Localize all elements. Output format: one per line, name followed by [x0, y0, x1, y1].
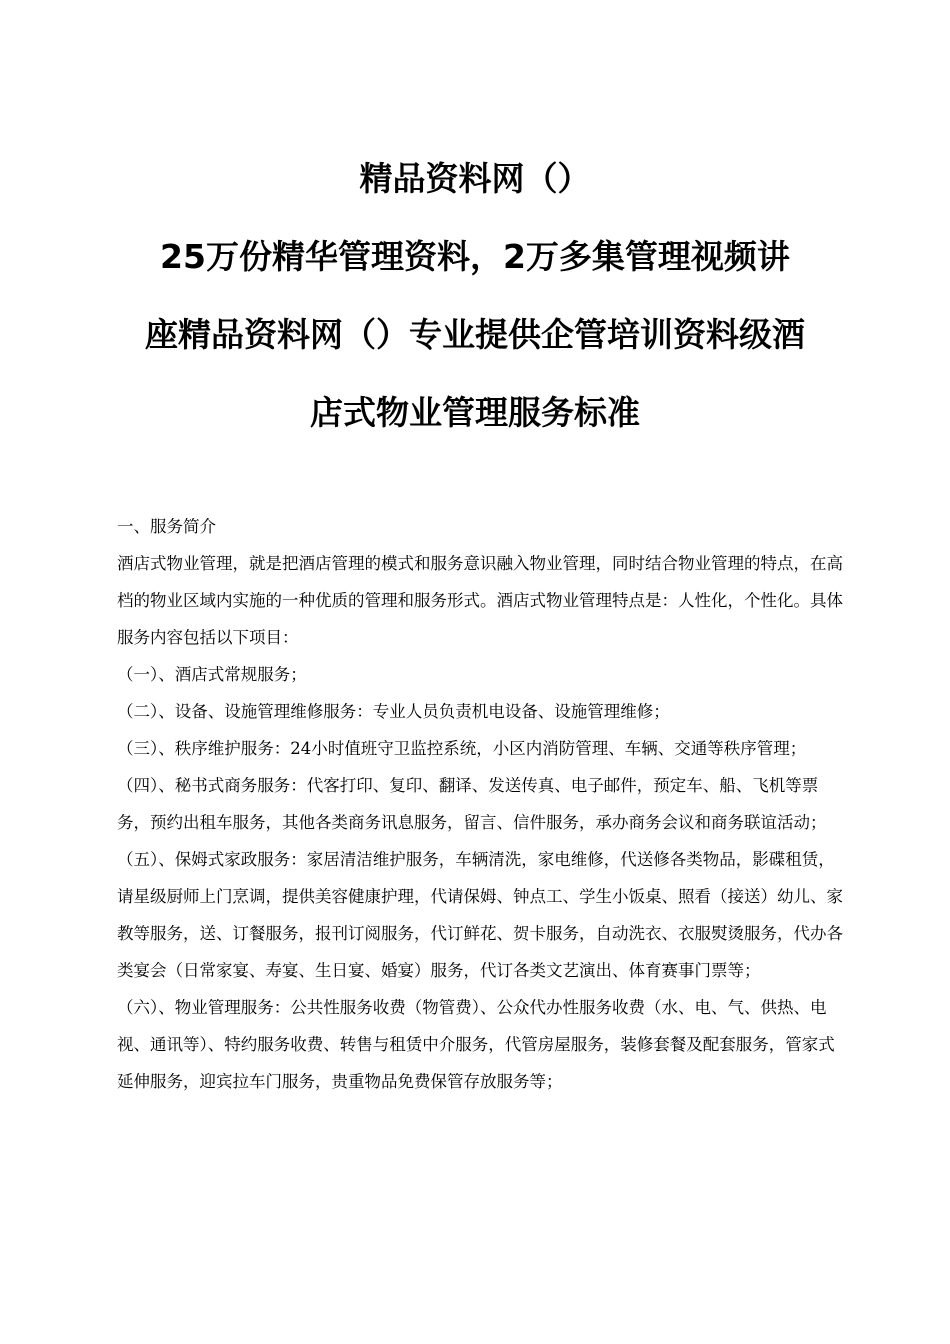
intro-paragraph: 酒店式物业管理，就是把酒店管理的模式和服务意识融入物业管理，同时结合物业管理的特点，在高档的物业区域内实施的一种优质的管理和服务形式。酒店式物业管理特点是：人性化，个性化。具体服务内容包括以下项目：	[117, 554, 843, 647]
document-title	[110, 140, 840, 452]
document-body	[117, 508, 845, 1100]
service-item-6: （六）、物业管理服务：公共性服务收费（物管费）、公众代办性服务收费（水、电、气、供热、电视、通讯等）、特约服务收费、转售与租赁中介服务，代管房屋服务，装修套餐及配套服务，管家式延伸服务，迎宾拉车门服务，贵重物品免费保管存放服务等；	[117, 998, 835, 1091]
title-line-4: 店式物业管理服务标准	[310, 393, 640, 432]
service-item-1: （一）、酒店式常规服务；	[117, 665, 307, 684]
title-line-3: 座精品资料网（）专业提供企管培训资料级酒	[145, 315, 805, 354]
service-item-5: （五）、保姆式家政服务：家居清洁维护服务，车辆清洗，家电维修，代送修各类物品，影碟租赁，请星级厨师上门烹调，提供美容健康护理，代请保姆、钟点工、学生小饭桌、照看（接送）幼儿、家教等服务，送、订餐服务，报刊订阅服务，代订鲜花、贺卡服务，自动洗衣、衣服熨烫服务，代办各类宴会（日常家宴、寿宴、生日宴、婚宴）服务，代订各类文艺演出、体育赛事门票等；	[117, 850, 843, 980]
title-line-1: 精品资料网（）	[359, 159, 591, 198]
service-item-4: （四）、秘书式商务服务：代客打印、复印、翻译、发送传真、电子邮件，预定车、船、飞机等票务，预约出租车服务，其他各类商务讯息服务，留言、信件服务，承办商务会议和商务联谊活动；	[117, 776, 827, 832]
section-heading: 一、服务简介	[117, 517, 216, 536]
title-line-2: 25万份精华管理资料，2万多集管理视频讲	[160, 237, 790, 276]
service-item-2: （二）、设备、设施管理维修服务：专业人员负责机电设备、设施管理维修；	[117, 702, 670, 721]
service-item-3: （三）、秩序维护服务：24小时值班守卫监控系统，小区内消防管理、车辆、交通等秩序管理；	[117, 739, 807, 758]
